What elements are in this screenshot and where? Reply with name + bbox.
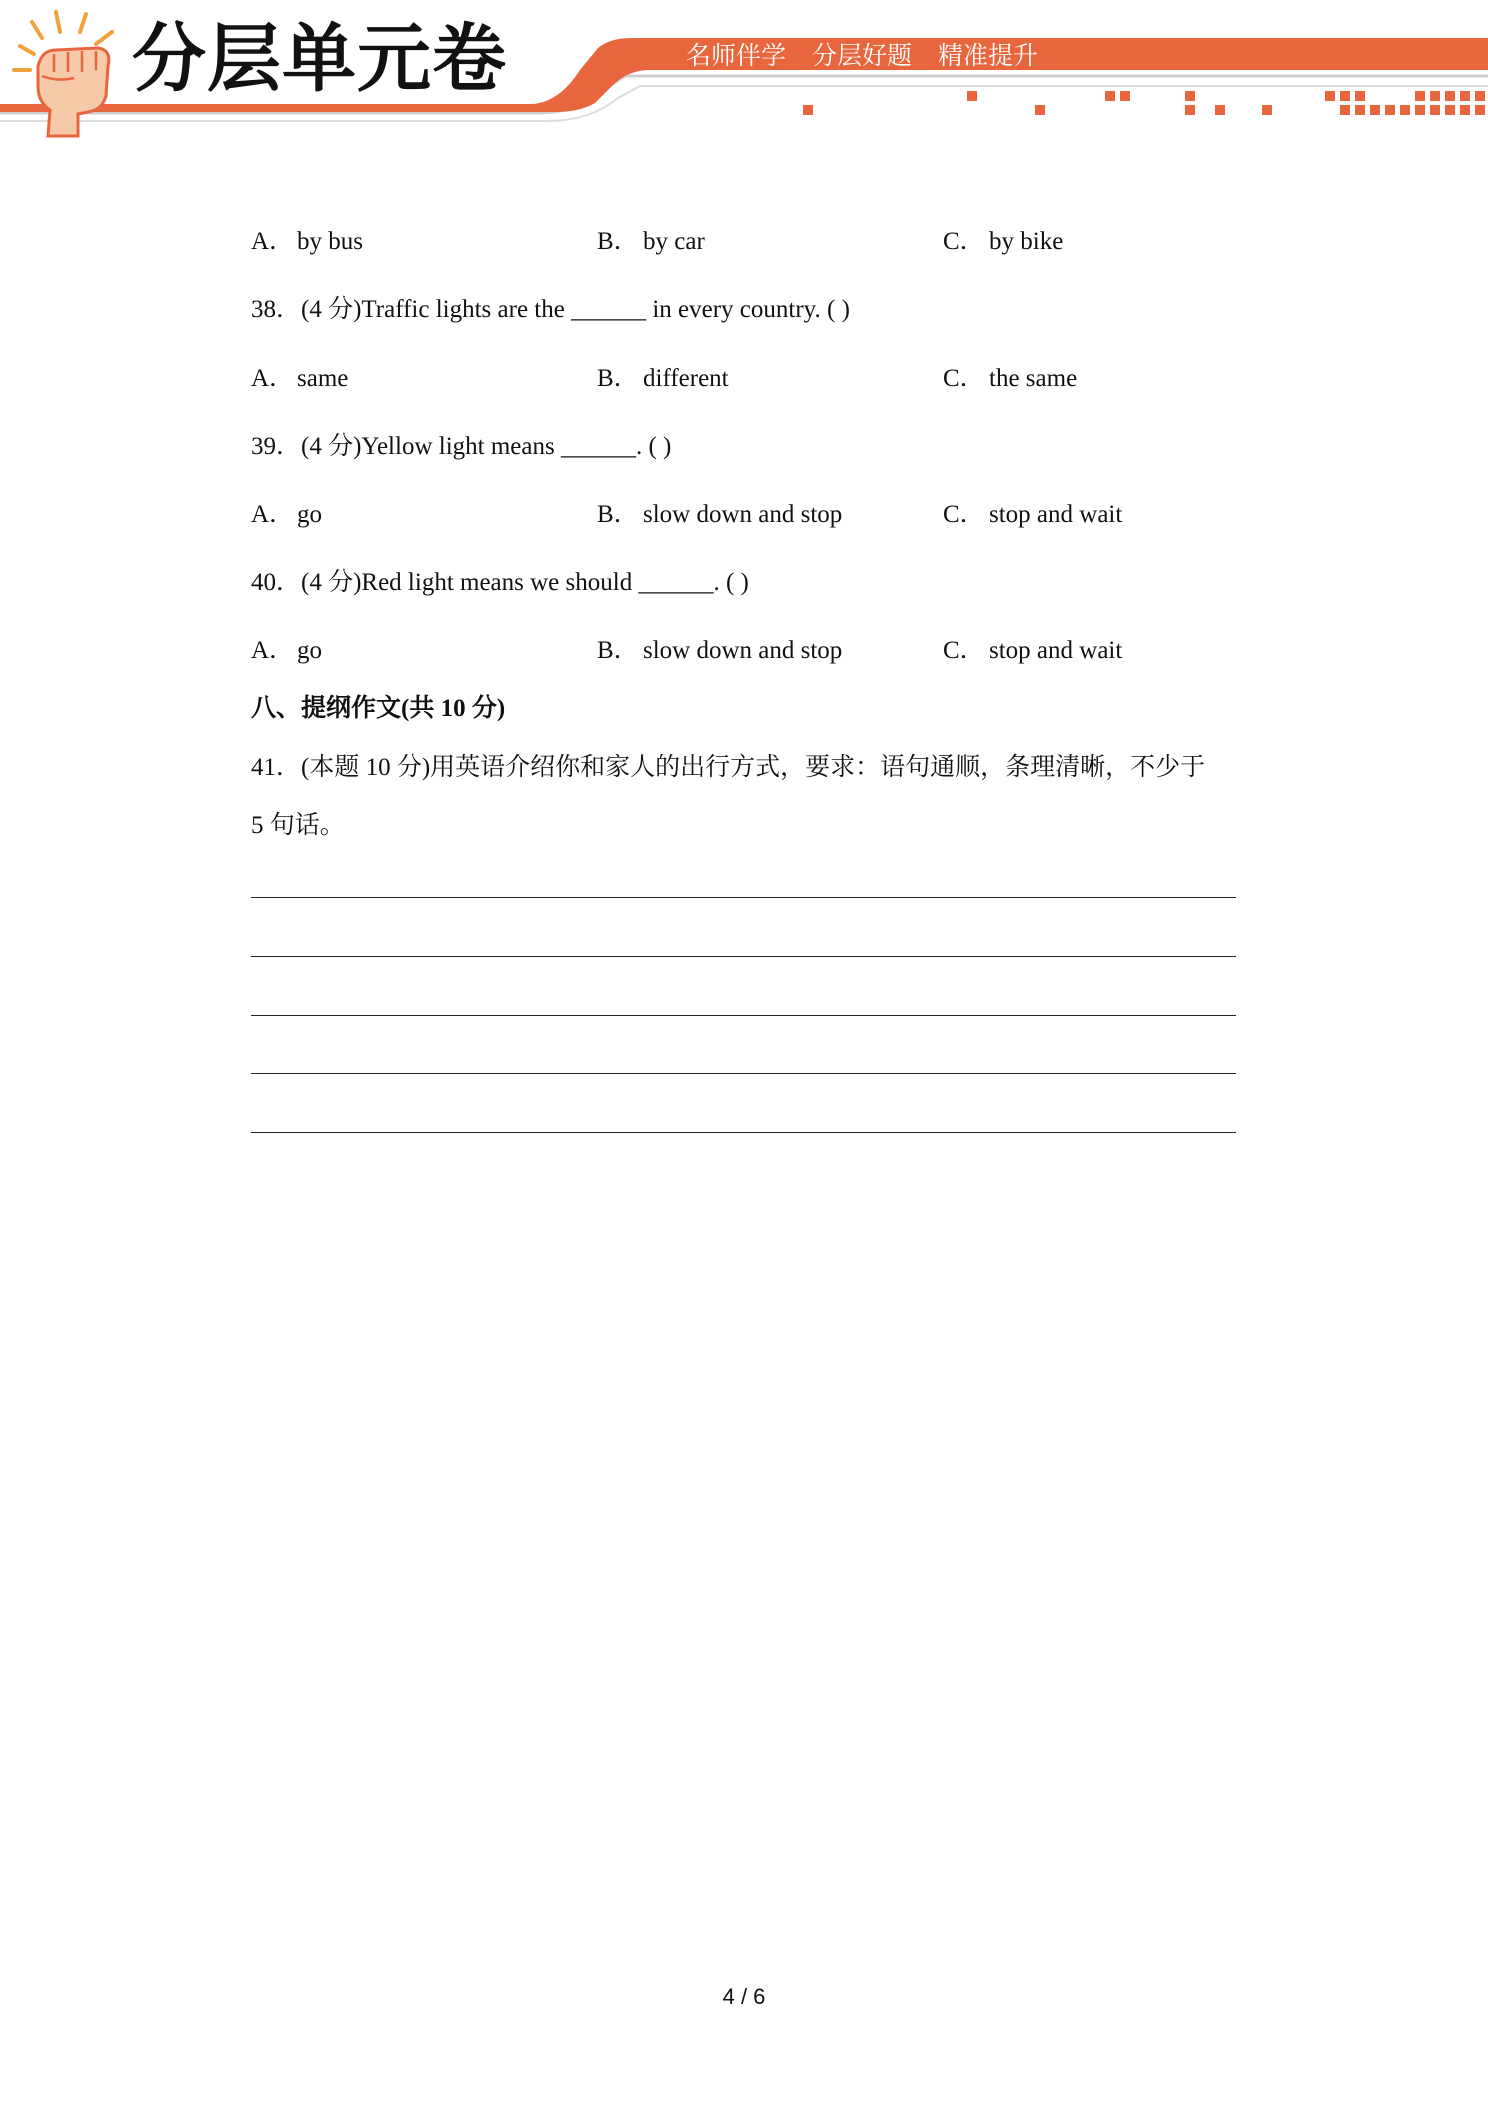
answer-line[interactable] (251, 1073, 1236, 1074)
answer-line[interactable] (251, 1015, 1236, 1016)
option-b: B． slow down and stop (597, 637, 843, 664)
question-39-stem: 39．(4 分)Yellow light means ______. ( ) (251, 433, 672, 460)
option-b: B． different (597, 365, 729, 392)
question-41-stem: 41．(本题 10 分)用英语介绍你和家人的出行方式，要求：语句通顺，条理清晰，不少于 (251, 754, 1206, 781)
option-b: B． slow down and stop (597, 501, 843, 528)
question-38-stem: 38．(4 分)Traffic lights are the ______ in every country. ( ) (251, 296, 850, 323)
option-b: B． by car (597, 228, 705, 255)
answer-line[interactable] (251, 1132, 1236, 1133)
answer-line[interactable] (251, 897, 1236, 898)
brand-title: 分层单元卷 (132, 16, 507, 102)
slogan-item: 名师伴学 (686, 41, 787, 70)
page-number: 4 / 6 (722, 1984, 766, 2009)
option-c: C． stop and wait (943, 501, 1123, 528)
question-41-stem-continued: 5 句话。 (251, 812, 345, 839)
section-heading: 八、提纲作文(共 10 分) (251, 695, 506, 722)
option-a: A． same (251, 365, 349, 392)
slogan-item: 分层好题 (812, 41, 913, 70)
option-c: C． stop and wait (943, 637, 1123, 664)
option-c: C． by bike (943, 228, 1064, 255)
option-c: C． the same (943, 365, 1078, 392)
question-40-stem: 40．(4 分)Red light means we should ______. ( ) (251, 569, 749, 596)
answer-line[interactable] (251, 956, 1236, 957)
option-a: A． go (251, 637, 322, 664)
option-a: A． go (251, 501, 322, 528)
option-a: A． by bus (251, 228, 363, 255)
slogan-item: 精准提升 (938, 41, 1039, 70)
